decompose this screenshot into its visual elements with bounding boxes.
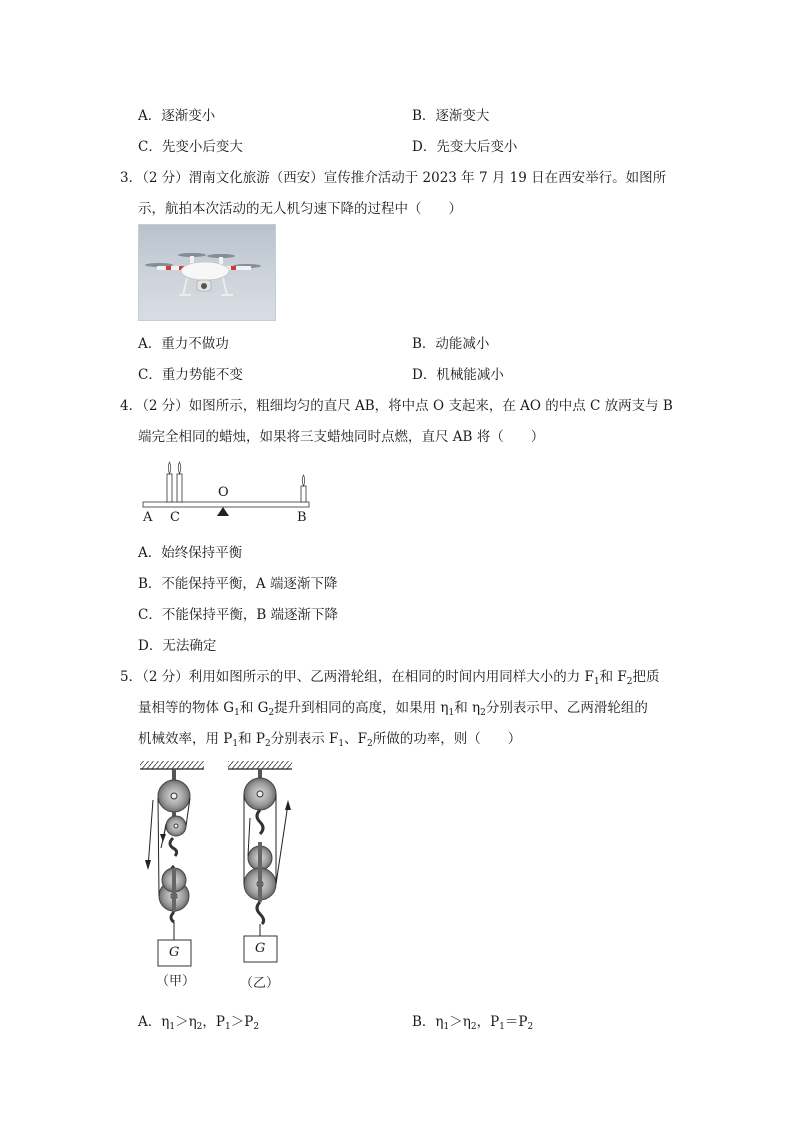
q2-option-d: D．先变大后变小 <box>412 139 518 155</box>
q5-option-a: A．$\eta_1>\eta_2$，$P_1>P_2$ <box>138 1014 260 1032</box>
label-a: A <box>143 510 153 525</box>
q3-option-a: A．重力不做功 <box>138 336 229 352</box>
drone-icon <box>139 225 275 320</box>
q2-option-b: B．逐渐变大 <box>412 108 490 124</box>
q5-stem-line2: 量相等的物体 $G_1$和 $G_2$提升到相同的高度，如果用 $\eta_1$和 $\eta_2$分别表示甲、乙两滑轮组的 <box>138 700 648 718</box>
q2-option-c: C．先变小后变大 <box>138 139 243 155</box>
caption-yi: （乙） <box>240 976 280 991</box>
candle-c2 <box>177 474 182 502</box>
q5-stem-line3: 机械效率，用 $P_1$和 $P_2$分别表示 $F_1$、$F_2$所做的功率，则（ ） <box>138 731 522 749</box>
drone-photo <box>138 224 276 321</box>
q4-option-d: D．无法确定 <box>138 638 217 654</box>
q3-option-b: B．动能减小 <box>412 336 490 352</box>
q3-option-c: C．重力势能不变 <box>138 367 243 383</box>
lever-candle-figure <box>138 458 318 528</box>
q5-stem-line1: 5．（2 分）利用如图所示的甲、乙两滑轮组，在相同的时间内用同样大小的力 $F_1$和 $F_2$把质 <box>120 669 660 687</box>
q4-stem-line2: 端完全相同的蜡烛，如果将三支蜡烛同时点燃，直尺 AB 将（ ） <box>138 429 545 445</box>
candle-b <box>301 486 306 502</box>
label-o: O <box>218 485 229 500</box>
weight-right-label: G <box>255 941 266 956</box>
q3-stem-line2: 示，航拍本次活动的无人机匀速下降的过程中（ ） <box>138 201 462 217</box>
caption-jia: （甲） <box>156 974 196 989</box>
pulley-system-yi <box>228 761 292 936</box>
weight-left-label: G <box>169 945 180 960</box>
candle-c1 <box>167 474 172 502</box>
q4-option-b: B．不能保持平衡，A 端逐渐下降 <box>138 576 338 592</box>
q4-option-a: A．始终保持平衡 <box>138 545 243 561</box>
q4-stem-line1: 4．（2 分）如图所示，粗细均匀的直尺 AB，将中点 O 支起来，在 AO 的中点 C 放两支与 B <box>120 398 673 414</box>
fulcrum-icon <box>217 507 229 516</box>
label-b: B <box>297 510 307 525</box>
q3-stem-line1: 3．（2 分）渭南文化旅游（西安）宣传推介活动于 2023 年 7 月 19 日在西安举行。如图所 <box>120 170 667 186</box>
q4-option-c: C．不能保持平衡，B 端逐渐下降 <box>138 607 339 623</box>
q3-option-d: D．机械能减小 <box>412 367 504 383</box>
label-c: C <box>170 510 180 525</box>
pulley-figure <box>136 758 316 994</box>
q2-option-a: A．逐渐变小 <box>138 108 216 124</box>
q5-option-b: B．$\eta_1>\eta_2$，$P_1=P_2$ <box>412 1014 534 1032</box>
pulley-system-jia <box>140 761 204 940</box>
